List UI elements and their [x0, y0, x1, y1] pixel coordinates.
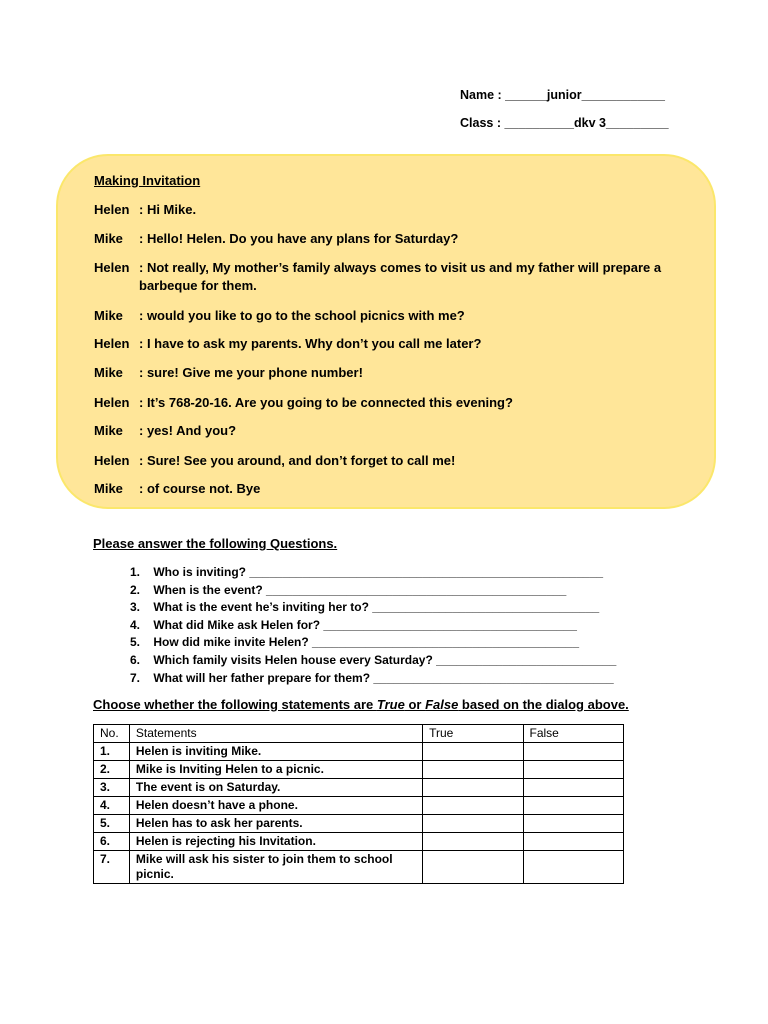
- speaker: Helen: [94, 395, 130, 410]
- row-number: 5.: [94, 815, 130, 833]
- student-info: [460, 88, 669, 144]
- dialog-title: Making Invitation: [94, 173, 201, 188]
- name-line: Name : ______junior____________: [460, 88, 666, 102]
- dialog-line: [94, 422, 694, 440]
- speaker: Mike: [94, 481, 123, 496]
- row-statement: Helen has to ask her parents.: [129, 815, 422, 833]
- question-text: What is the event he’s inviting her to? __________________________________: [153, 600, 600, 615]
- row-number: 3.: [94, 779, 130, 797]
- question-number: 2.: [129, 582, 140, 597]
- dialog-text: : I have to ask my parents. Why don’t you call me later?: [139, 336, 482, 351]
- header-false: False: [523, 725, 623, 743]
- question-number: 3.: [129, 600, 140, 615]
- false-cell[interactable]: [523, 815, 623, 833]
- false-cell[interactable]: [523, 851, 623, 884]
- question-item: [100, 599, 616, 617]
- dialog-text: : of course not. Bye: [139, 481, 261, 496]
- dialog-box: [56, 154, 716, 509]
- question-text: What will her father prepare for them? ____________________________________: [153, 670, 614, 685]
- table-header-row: [94, 725, 624, 743]
- dialog-line: [94, 452, 694, 470]
- false-cell[interactable]: [523, 761, 623, 779]
- false-cell[interactable]: [523, 743, 623, 761]
- table-row: [94, 761, 624, 779]
- row-statement: Helen is rejecting his Invitation.: [129, 833, 422, 851]
- true-cell[interactable]: [423, 833, 523, 851]
- speaker: Mike: [94, 231, 123, 246]
- dialog-line: [94, 259, 694, 295]
- true-cell[interactable]: [423, 851, 523, 884]
- table-row: [94, 851, 624, 884]
- dialog-text: : would you like to go to the school picnics with me?: [139, 308, 465, 323]
- table-row: [94, 833, 624, 851]
- dialog-line: [94, 335, 694, 353]
- header-no: No.: [94, 725, 130, 743]
- true-cell[interactable]: [423, 779, 523, 797]
- dialog-text: : Sure! See you around, and don’t forget to call me!: [139, 453, 456, 468]
- dialog-line: [94, 307, 694, 325]
- speaker: Mike: [94, 308, 123, 323]
- header-statements: Statements: [129, 725, 422, 743]
- header-true: True: [423, 725, 523, 743]
- row-number: 2.: [94, 761, 130, 779]
- question-text: How did mike invite Helen? ________________________________________: [153, 635, 579, 650]
- tf-title-false: False: [425, 697, 459, 712]
- question-item: [100, 652, 616, 670]
- tf-title-or: or: [404, 697, 426, 712]
- dialog-text: : Hi Mike.: [139, 202, 197, 217]
- table-row: [94, 779, 624, 797]
- class-line: Class : __________dkv 3_________: [460, 116, 669, 130]
- row-statement: The event is on Saturday.: [129, 779, 422, 797]
- dialog-text: : Not really, My mother’s family always comes to visit us and my father will prepare a barbeque for them.: [139, 260, 662, 293]
- dialog-text: : It’s 768-20-16. Are you going to be connected this evening?: [139, 395, 513, 410]
- question-item: [100, 617, 616, 635]
- question-number: 6.: [129, 652, 140, 667]
- speaker: Helen: [94, 260, 130, 275]
- question-number: 5.: [129, 635, 140, 650]
- table-row: [94, 743, 624, 761]
- question-number: 1.: [129, 565, 140, 579]
- question-number: 4.: [129, 617, 140, 632]
- row-statement: Mike will ask his sister to join them to school picnic.: [129, 851, 422, 884]
- row-statement: Helen doesn’t have a phone.: [129, 797, 422, 815]
- question-text: Which family visits Helen house every Saturday? ___________________________: [153, 652, 617, 667]
- dialog-text: : yes! And you?: [139, 423, 237, 438]
- speaker: Mike: [94, 423, 123, 438]
- row-number: 4.: [94, 797, 130, 815]
- tf-title-pre: Choose whether the following statements are: [93, 697, 377, 712]
- speaker: Helen: [94, 336, 130, 351]
- row-number: 1.: [94, 743, 130, 761]
- question-item: [100, 670, 616, 688]
- false-cell[interactable]: [523, 797, 623, 815]
- dialog-line: [94, 364, 694, 382]
- false-cell[interactable]: [523, 779, 623, 797]
- speaker: Helen: [94, 453, 130, 468]
- true-cell[interactable]: [423, 797, 523, 815]
- row-number: 7.: [94, 851, 130, 884]
- table-row: [94, 797, 624, 815]
- dialog-line: [94, 230, 694, 248]
- true-false-title: [93, 697, 629, 712]
- true-cell[interactable]: [423, 743, 523, 761]
- false-cell[interactable]: [523, 833, 623, 851]
- question-text: Who is inviting? _____________________________________________________: [153, 565, 604, 579]
- questions-list: [100, 564, 616, 687]
- question-item: [100, 564, 616, 582]
- table-row: [94, 815, 624, 833]
- row-number: 6.: [94, 833, 130, 851]
- row-statement: Mike is Inviting Helen to a picnic.: [129, 761, 422, 779]
- dialog-text: : Hello! Helen. Do you have any plans for Saturday?: [139, 231, 459, 246]
- true-cell[interactable]: [423, 815, 523, 833]
- questions-title: Please answer the following Questions.: [93, 536, 338, 551]
- question-number: 7.: [129, 670, 140, 685]
- dialog-line: [94, 201, 694, 219]
- speaker: Helen: [94, 202, 130, 217]
- question-text: What did Mike ask Helen for? ______________________________________: [153, 617, 577, 632]
- tf-title-post: based on the dialog above.: [458, 697, 629, 712]
- question-item: [100, 634, 616, 652]
- dialog-text: : sure! Give me your phone number!: [139, 365, 363, 380]
- speaker: Mike: [94, 365, 123, 380]
- true-false-table: [93, 724, 624, 884]
- row-statement: Helen is inviting Mike.: [129, 743, 422, 761]
- dialog-line: [94, 480, 694, 498]
- tf-title-true: True: [376, 697, 405, 712]
- question-text: When is the event? _____________________________________________: [153, 582, 567, 597]
- true-cell[interactable]: [423, 761, 523, 779]
- question-item: [100, 582, 616, 600]
- dialog-line: [94, 394, 694, 412]
